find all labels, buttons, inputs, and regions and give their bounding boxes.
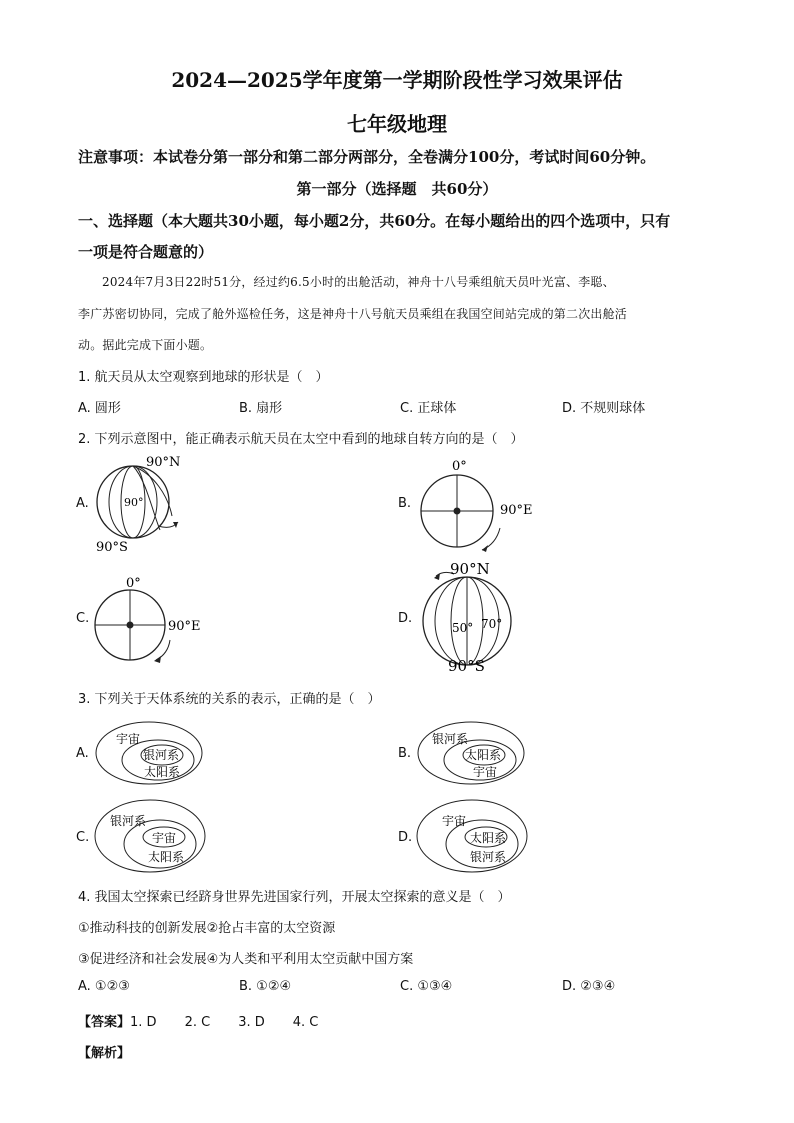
section-heading-line2: 一项是符合题意的） (78, 243, 214, 261)
question-2-stem: 2. 下列示意图中，能正确表示航天员在太空中看到的地球自转方向的是（ ） (78, 432, 524, 447)
q4-option-d: D. ②③④ (562, 979, 616, 994)
q1-option-c: C. 正球体 (400, 401, 457, 416)
q1-option-d: D. 不规则球体 (562, 401, 646, 416)
q3c-mid-label: 宇宙 (152, 831, 177, 845)
q2a-top-label: 90°N (146, 455, 181, 470)
answer-value: 1. D (130, 1015, 157, 1030)
q2-diagram-d (414, 558, 524, 676)
q3b-outer-label: 银河系 (432, 732, 469, 746)
q3-diagram-a (94, 720, 206, 786)
q3d-inner-label: 银河系 (470, 850, 507, 864)
q2a-bottom-label: 90°S (96, 540, 128, 555)
passage-line: 李广苏密切协同，完成了舱外巡检任务，这是神舟十八号航天员乘组在我国空间站完成的第二次出舱活 (78, 307, 628, 321)
q2d-bottom-label: 90°S (448, 657, 485, 675)
question-1-stem: 1. 航天员从太空观察到地球的形状是（ ） (78, 370, 329, 385)
q3-label-b: B. (398, 746, 412, 761)
q2-label-a: A. (76, 496, 89, 511)
passage-line: 2024年7月3日22时51分，经过约6.5小时的出舱活动，神舟十八号乘组航天员叶光富、李聪、 (102, 275, 615, 289)
q2c-right-label: 90°E (168, 619, 201, 634)
q2-label-d: D. (398, 611, 413, 626)
q3b-mid-label: 太阳系 (465, 748, 502, 762)
analysis-label: 【解析】 (78, 1046, 131, 1061)
q3d-outer-label: 宇宙 (442, 814, 467, 828)
section-heading-line1: 一、选择题（本大题共30小题，每小题2分，共60分。在每小题给出的四个选项中，只有 (78, 212, 671, 230)
answer-value: 3. D (238, 1015, 265, 1030)
q3c-outer-label: 银河系 (110, 814, 147, 828)
part-title: 第一部分（选择题 共60分） (296, 180, 498, 198)
q3-label-c: C. (76, 830, 90, 845)
q2-label-b: B. (398, 496, 412, 511)
q1-option-a: A. 圆形 (78, 401, 121, 416)
q3-diagram-c (94, 798, 208, 874)
q4-option-a: A. ①②③ (78, 979, 130, 994)
q2-diagram-b (414, 456, 544, 554)
q3-label-a: A. (76, 746, 89, 761)
exam-subtitle: 七年级地理 (347, 112, 447, 136)
question-4-stem: 4. 我国太空探索已经跻身世界先进国家行列，开展太空探索的意义是（ ） (78, 890, 511, 905)
q2c-top-label: 0° (126, 576, 141, 591)
q2d-left-label: 50° (452, 621, 474, 635)
q2-diagram-a (88, 450, 198, 555)
q2-diagram-c (90, 574, 210, 666)
q3a-mid-label: 银河系 (143, 748, 180, 762)
q1-option-b: B. 扇形 (239, 401, 283, 416)
q4-statement-line2: ③促进经济和社会发展④为人类和平利用太空贡献中国方案 (78, 952, 414, 967)
q4-option-b: B. ①②④ (239, 979, 292, 994)
q3-label-d: D. (398, 830, 413, 845)
q3d-mid-label: 太阳系 (470, 831, 507, 845)
q2d-right-label: 70° (481, 617, 503, 631)
answer-value: 4. C (292, 1015, 319, 1030)
answer-line (78, 1011, 318, 1030)
q2-label-c: C. (76, 611, 90, 626)
exam-title: 2024—2025学年度第一学期阶段性学习效果评估 (171, 68, 623, 92)
q4-statement-line1: ①推动科技的创新发展②抢占丰富的太空资源 (78, 921, 336, 936)
notice: 注意事项：本试卷分第一部分和第二部分两部分，全卷满分100分，考试时间60分钟。 (78, 148, 656, 166)
q3a-inner-label: 太阳系 (144, 765, 181, 779)
q3b-inner-label: 宇宙 (473, 765, 498, 779)
answer-label: 【答案】 (78, 1015, 131, 1030)
q2a-mid-label: 90° (124, 496, 144, 509)
q3-diagram-b (416, 720, 528, 786)
q4-option-c: C. ①③④ (400, 979, 453, 994)
answer-value: 2. C (184, 1015, 211, 1030)
q3c-inner-label: 太阳系 (148, 850, 185, 864)
q3a-outer-label: 宇宙 (116, 732, 141, 746)
question-3-stem: 3. 下列关于天体系统的关系的表示，正确的是（ ） (78, 692, 381, 707)
passage-line: 动。据此完成下面小题。 (78, 338, 213, 352)
q3-diagram-d (416, 798, 530, 874)
q2b-right-label: 90°E (500, 503, 533, 518)
q2d-top-label: 90°N (450, 560, 490, 578)
q2b-top-label: 0° (452, 459, 467, 474)
